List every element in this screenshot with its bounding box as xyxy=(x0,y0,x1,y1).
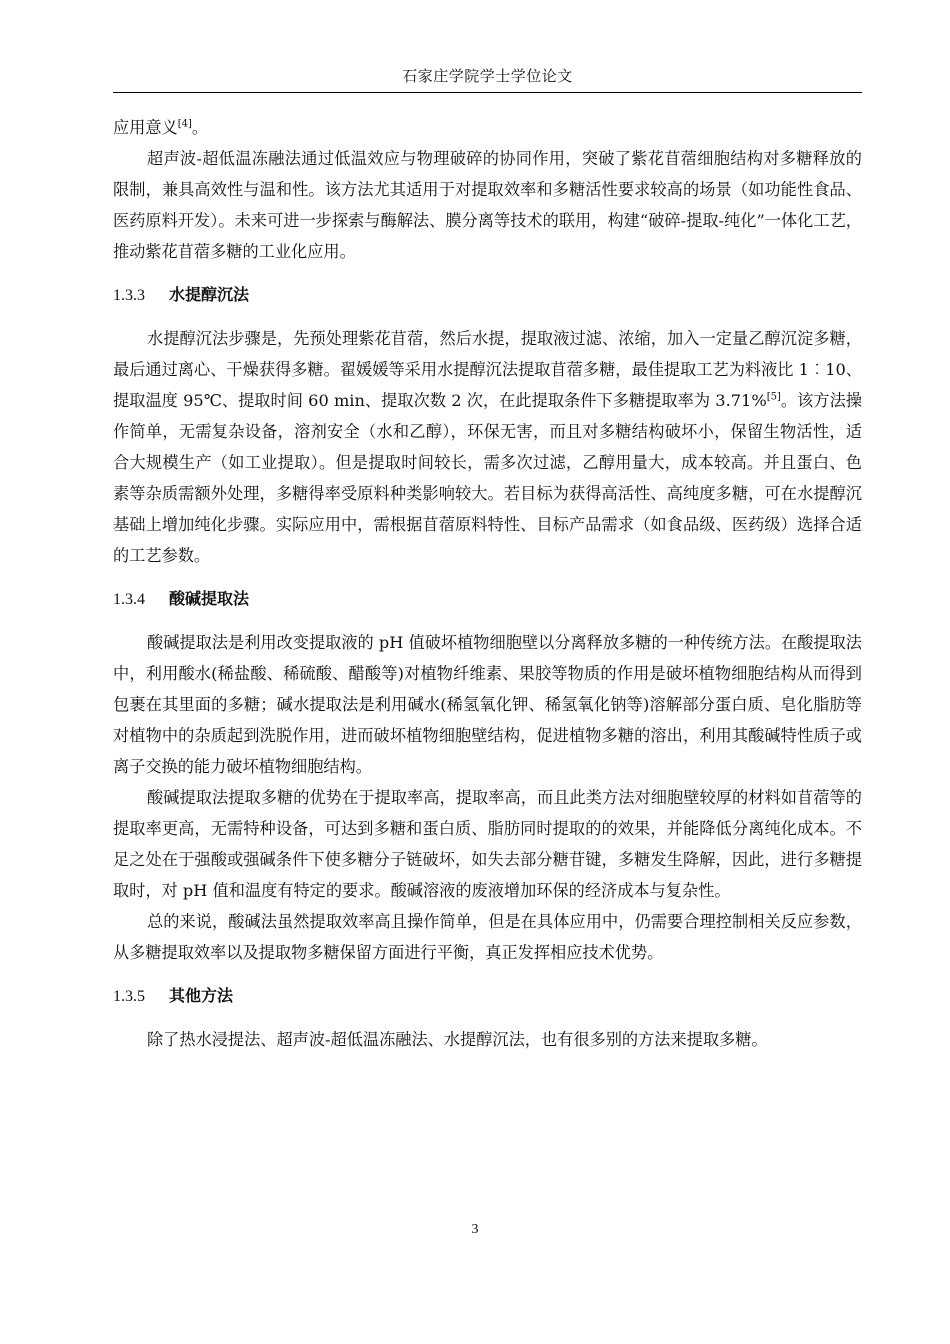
page-number: 3 xyxy=(471,1222,479,1237)
section-number: 1.3.5 xyxy=(113,988,145,1005)
paragraph-acid-base-summary: 总的来说，酸碱法虽然提取效率高且操作简单，但是在具体应用中，仍需要合理控制相关反应参数，从多糖提取效率以及提取物多糖保留方面进行平衡，真正发挥相应技术优势。 xyxy=(113,912,862,962)
citation: [4] xyxy=(177,118,192,130)
header-rule xyxy=(113,92,862,93)
section-number: 1.3.3 xyxy=(113,287,145,304)
paragraph-acid-base-intro: 酸碱提取法是利用改变提取液的 pH 值破坏植物细胞壁以分离释放多糖的一种传统方法。在酸提取法中，利用酸水(稀盐酸、稀硫酸、醋酸等)对植物纤维素、果胶等物质的作用是破坏植物细胞结构从而得到包裹在其里面的多糖；碱水提取法是利用碱水(稀氢氧化钾、稀氢氧化钠等)溶解部分蛋白质、皂化脂肪等对植物中的杂质起到洗脱作用，进而破坏植物细胞壁结构，促进植物多糖的溶出，利用其酸碱特性质子或离子交换的能力破坏植物细胞结构。 xyxy=(113,633,862,776)
section-heading-1-3-4 xyxy=(113,583,862,615)
section-heading-1-3-3 xyxy=(113,279,862,311)
section-title: 其他方法 xyxy=(169,986,234,1005)
section-number: 1.3.4 xyxy=(113,591,145,608)
citation: [5] xyxy=(766,391,781,403)
paragraph-ultrasonic-summary: 超声波-超低温冻融法通过低温效应与物理破碎的协同作用，突破了紫花苜蓿细胞结构对多糖释放的限制，兼具高效性与温和性。该方法尤其适用于对提取效率和多糖活性要求较高的场景（如功能性食品、医药原料开发）。未来可进一步探索与酶解法、膜分离等技术的联用，构建“破碎-提取-纯化”一体化工艺，推动紫花苜蓿多糖的工业化应用。 xyxy=(113,149,862,261)
paragraph-continuation: 应用意义[4]。 xyxy=(113,118,209,137)
page-body xyxy=(113,112,862,1055)
paragraph-acid-base-advantages: 酸碱提取法提取多糖的优势在于提取率高，提取率高，而且此类方法对细胞壁较厚的材料如苜蓿等的提取率更高，无需特种设备，可达到多糖和蛋白质、脂肪同时提取的的效果，并能降低分离纯化成本。不足之处在于强酸或强碱条件下使多糖分子链破坏，如失去部分糖苷键，多糖发生降解，因此，进行多糖提取时，对 pH 值和温度有特定的要求。酸碱溶液的废液增加环保的经济成本与复杂性。 xyxy=(113,788,862,900)
paragraph-water-alcohol: 水提醇沉法步骤是，先预处理紫花苜蓿，然后水提，提取液过滤、浓缩，加入一定量乙醇沉淀多糖，最后通过离心、干燥获得多糖。翟媛媛等采用水提醇沉法提取苜蓿多糖，最佳提取工艺为料液比 1︰10、提取温度 95℃、提取时间 60 min、提取次数 2 次，在此提取条件下多糖提取率为 3.71%[5]。该方法操作简单，无需复杂设备，溶剂安全（水和乙醇），环保无害，而且对多糖结构破坏小，保留生物活性，适合大规模生产（如工业提取）。但是提取时间较长，需多次过滤，乙醇用量大，成本较高。并且蛋白、色素等杂质需额外处理，多糖得率受原料种类影响较大。若目标为获得高活性、高纯度多糖，可在水提醇沉基础上增加纯化步骤。实际应用中，需根据苜蓿原料特性、目标产品需求（如食品级、医药级）选择合适的工艺参数。 xyxy=(113,329,862,565)
section-title: 水提醇沉法 xyxy=(169,285,250,304)
section-heading-1-3-5 xyxy=(113,980,862,1012)
page-header: 石家庄学院学士学位论文 xyxy=(402,67,573,85)
paragraph-other-methods: 除了热水浸提法、超声波-超低温冻融法、水提醇沉法，也有很多别的方法来提取多糖。 xyxy=(147,1030,768,1049)
section-title: 酸碱提取法 xyxy=(169,589,250,608)
